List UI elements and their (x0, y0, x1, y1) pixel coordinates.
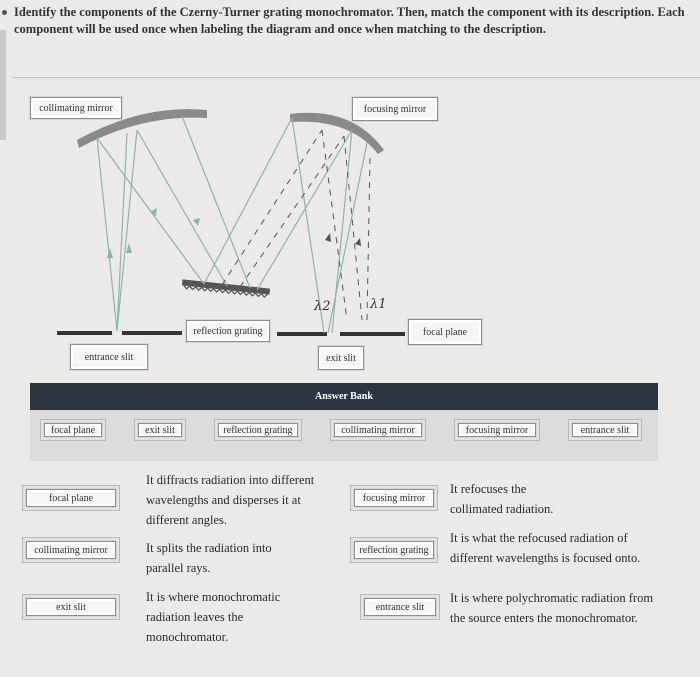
diagram-label-focal-plane[interactable]: focal plane (408, 319, 482, 345)
diagram-label-entrance-slit[interactable]: entrance slit (70, 344, 148, 370)
match-description-left-2: It splits the radiation into parallel rays. (146, 541, 272, 575)
diagram-label-reflection-grating[interactable]: reflection grating (186, 320, 270, 342)
match-slot-label: focusing mirror (354, 489, 434, 507)
bank-chip-collimating-mirror[interactable] (330, 419, 426, 441)
bank-chip-label: collimating mirror (334, 423, 422, 437)
match-slot-right-2[interactable] (350, 537, 438, 563)
bank-chip-label: focusing mirror (458, 423, 536, 437)
exit-plane-left (277, 332, 327, 336)
question-text: Identify the components of the Czerny-Turner grating monochromator. Then, match the component with its description. Each component will be used once when labeling the diagram and once when matching to the description. (14, 5, 685, 36)
bank-chip-reflection-grating[interactable] (214, 419, 302, 441)
exit-plane-right (340, 332, 405, 336)
side-margin-strip (0, 30, 6, 140)
entrance-plane-left (57, 331, 112, 335)
bank-chip-label: reflection grating (218, 423, 298, 437)
bank-chip-entrance-slit[interactable] (568, 419, 642, 441)
bank-chip-focal-plane[interactable] (40, 419, 106, 441)
bank-chip-label: entrance slit (572, 423, 638, 437)
question-bullet (2, 10, 7, 15)
diagram-label-collimating-mirror[interactable]: collimating mirror (30, 97, 122, 119)
divider (12, 77, 700, 78)
match-slot-right-3[interactable] (360, 594, 440, 620)
match-slot-label: exit slit (26, 598, 116, 616)
match-slot-label: collimating mirror (26, 541, 116, 559)
lambda1-label: λ1 (370, 297, 387, 312)
bank-chip-focusing-mirror[interactable] (454, 419, 540, 441)
bank-chip-label: exit slit (138, 423, 182, 437)
lambda2-label: λ2 (314, 299, 331, 314)
bank-chip-label: focal plane (44, 423, 102, 437)
answer-bank (30, 383, 658, 461)
match-description-left-1: It diffracts radiation into different wavelengths and disperses it at different angles. (146, 473, 315, 527)
match-slot-left-3[interactable] (22, 594, 120, 620)
diagram-label-focusing-mirror[interactable]: focusing mirror (352, 97, 438, 121)
match-slot-label: entrance slit (364, 598, 436, 616)
match-slot-label: focal plane (26, 489, 116, 507)
match-description-left-3: It is where monochromatic radiation leaves the monochromator. (146, 590, 281, 644)
match-description-right-2: It is what the refocused radiation of different wavelengths is focused onto. (450, 531, 641, 565)
bank-chip-exit-slit[interactable] (134, 419, 186, 441)
match-description-right-1: It refocuses the collimated radiation. (450, 482, 554, 516)
diagram-label-exit-slit[interactable]: exit slit (318, 346, 364, 370)
monochromator-diagram (22, 88, 468, 378)
answer-bank-title: Answer Bank (30, 383, 658, 410)
match-slot-label: reflection grating (354, 541, 434, 559)
grating-shape (182, 279, 270, 297)
entrance-plane-right (122, 331, 182, 335)
match-description-right-3: It is where polychromatic radiation from the source enters the monochromator. (450, 591, 654, 625)
match-slot-left-2[interactable] (22, 537, 120, 563)
dashed-ray-arrows (325, 233, 361, 246)
match-slot-right-1[interactable] (350, 485, 438, 511)
match-slot-left-1[interactable] (22, 485, 120, 511)
